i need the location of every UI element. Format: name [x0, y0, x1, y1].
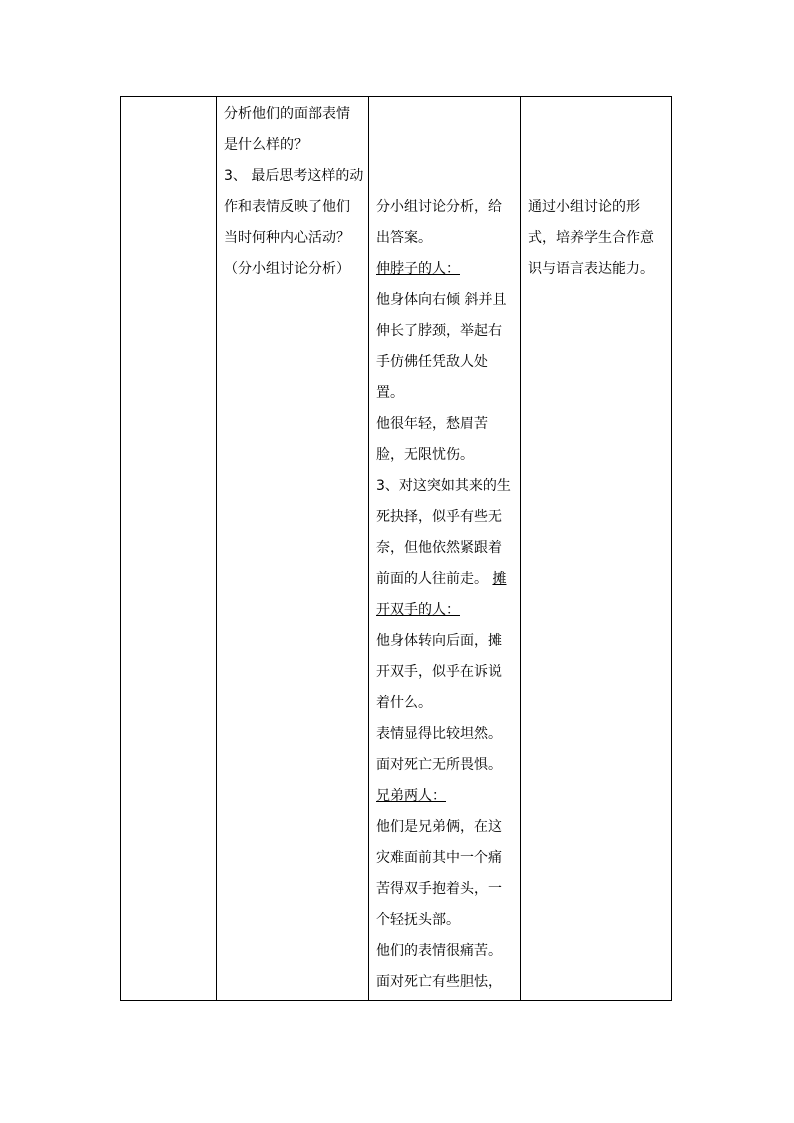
text-line: 3、 最后思考这样的动: [224, 168, 364, 184]
text-line: 通过小组讨论的形: [528, 199, 640, 215]
text-line: 他身体转向后面，摊: [376, 633, 502, 649]
text-line: 灾难面前其中一个痛: [376, 850, 502, 866]
text-line: 伸长了脖颈，举起右: [376, 323, 502, 339]
heading-text: 伸脖子的人：: [376, 261, 460, 277]
text-line: 面对死亡无所畏惧。: [376, 757, 502, 773]
teacher-activity-cell: [224, 99, 363, 285]
heading-text: 开双手的人：: [376, 602, 460, 618]
text-line: 苦得双手抱着头，一: [376, 881, 502, 897]
heading-text: 兄弟两人：: [376, 788, 446, 804]
text-line: 3、对这突如其来的生: [376, 478, 511, 494]
text-line: 着什么。: [376, 695, 432, 711]
design-intent-cell: [528, 192, 654, 285]
text-line: 个轻抚头部。: [376, 912, 460, 928]
text-line: 分析他们的面部表情: [224, 106, 350, 122]
text-line: 脸，无限忧伤。: [376, 447, 474, 463]
text-line: 表情显得比较坦然。: [376, 726, 502, 742]
text-line: 置。: [376, 385, 404, 401]
heading-text: 摊: [492, 571, 507, 587]
section-heading: [376, 781, 511, 812]
section-heading: [376, 595, 511, 626]
text-line: 手仿佛任凭敌人处: [376, 354, 488, 370]
column-divider: [520, 97, 521, 1000]
section-heading: [376, 254, 511, 285]
text-line: 他很年轻，愁眉苦: [376, 416, 488, 432]
text-line: 奈，但他依然紧跟着: [376, 540, 502, 556]
text-line: 出答案。: [376, 230, 432, 246]
text-line: （分小组讨论分析）: [224, 261, 350, 277]
text-line: 是什么样的？: [224, 137, 308, 153]
column-divider: [216, 97, 217, 1000]
text-line: 识与语言表达能力。: [528, 261, 654, 277]
text-line: 作和表情反映了他们: [224, 199, 350, 215]
lesson-table: [120, 96, 672, 1001]
text-line: 开双手，似乎在诉说: [376, 664, 502, 680]
text-line: 他们的表情很痛苦。: [376, 943, 502, 959]
text-line: 式，培养学生合作意: [528, 230, 654, 246]
student-activity-cell: [376, 192, 511, 998]
column-divider: [368, 97, 369, 1000]
text-line: 他身体向右倾 斜并且: [376, 292, 507, 308]
text-line: 死抉择，似乎有些无: [376, 509, 502, 525]
text-line: [376, 564, 511, 595]
text-line: 面对死亡有些胆怯，: [376, 974, 502, 990]
text-line: 他们是兄弟俩，在这: [376, 819, 502, 835]
text-line: 分小组讨论分析，给: [376, 199, 502, 215]
line-text: 前面的人往前走。: [376, 571, 488, 587]
text-line: 当时何种内心活动？: [224, 230, 350, 246]
